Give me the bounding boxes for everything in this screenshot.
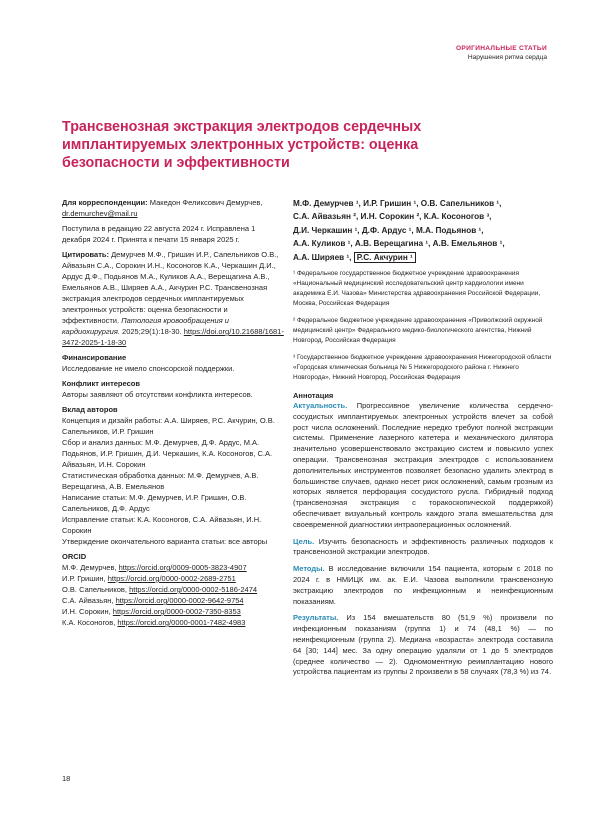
- citation-doi-link[interactable]: https://doi.org/10.21688/1681-3472-2025-1-18-30: [62, 327, 284, 347]
- abstract-aim: [293, 537, 553, 559]
- results-label: Результаты.: [293, 613, 339, 623]
- citation: [62, 249, 284, 348]
- orcid-entry: [62, 617, 284, 628]
- correspondence-label: Для корреспонденции:: [62, 198, 148, 207]
- orcid-entry: [62, 584, 284, 595]
- abstract-heading: Аннотация: [293, 391, 334, 401]
- affiliation: ³ Государственное бюджетное учреждение здравоохранения Нижегородской области «Городская клиническая больница № 5 Нижегородского района г. Нижнего Новгорода», Нижний Новгород, Российская Федерация: [293, 354, 552, 382]
- abstract-results: [293, 613, 553, 678]
- correspondence-email[interactable]: dr.demurchev@mail.ru: [62, 209, 138, 218]
- funding-text: Исследование не имело спонсорской поддержки.: [62, 364, 235, 373]
- contribution-line: Концепция и дизайн работы: А.А. Ширяев, Р.С. Акчурин, О.В. Сапельников, И.Р. Гришин: [62, 416, 275, 436]
- orcid-link[interactable]: https://orcid.org/0000-0002-5186-2474: [129, 585, 258, 594]
- correspondence: [62, 197, 284, 219]
- aim-text: Изучить безопасность и эффективность различных подходов к трансвенозной экстракции электродов.: [293, 536, 553, 557]
- section-subtitle: Нарушения ритма сердца: [467, 54, 547, 61]
- aim-label: Цель.: [293, 536, 315, 546]
- contribution-line: Утверждение окончательного варианта статьи: все авторы: [62, 537, 268, 546]
- author-line: Д.И. Черкашин ¹, Д.Ф. Ардус ¹, М.А. Подьянов ¹,: [293, 225, 484, 235]
- author-line: [293, 251, 553, 264]
- section-title: ОРИГИНАЛЬНЫЕ СТАТЬИ: [455, 45, 547, 52]
- relevance-label: Актуальность.: [293, 401, 348, 411]
- citation-label: Цитировать:: [62, 250, 109, 259]
- methods-text: В исследование включили 154 пациента, которым с 2018 по 2024 г. в НМИЦК им. ак. Е.И. Чазова выполнили трансвенозную экстракцию электродов по инфекционным и неинфекционным показаниям.: [293, 564, 553, 606]
- conflict-of-interest: [62, 378, 284, 400]
- citation-journal: Патология кровообращения и кардиохирургия.: [62, 316, 229, 336]
- orcid-author: И.Н. Сорокин,: [62, 607, 111, 616]
- orcid-author: С.А. Айвазьян,: [62, 596, 114, 605]
- orcid-link[interactable]: https://orcid.org/0009-0005-3823-4907: [118, 563, 247, 572]
- orcid-list: [62, 551, 284, 628]
- article-title: Трансвенозная экстракция электродов сердечных имплантируемых электронных устройств: оценка безопасности и эффективности: [62, 119, 422, 171]
- orcid-author: О.В. Сапельников,: [62, 585, 127, 594]
- affiliation: ² Федеральное бюджетное учреждение здравоохранения «Приволжский окружной медицинский центр» Федерального медико-биологического агентства, Нижний Новгород, Российская Федерация: [293, 317, 543, 345]
- orcid-link[interactable]: https://orcid.org/0000-0002-7350-8353: [112, 607, 241, 616]
- orcid-heading: ORCID: [62, 552, 87, 561]
- abstract-methods: [293, 564, 553, 607]
- orcid-link[interactable]: https://orcid.org/0000-0002-9642-9754: [115, 596, 244, 605]
- orcid-entry: [62, 562, 284, 573]
- orcid-author: К.А. Косоногов,: [62, 618, 116, 627]
- author-line: А.А. Куликов ¹, А.В. Верещагина ¹, А.В. Емельянов ¹,: [293, 239, 505, 249]
- contribution-line: Исправление статьи: К.А. Косоногов, С.А. Айвазьян, И.Н. Сорокин: [62, 515, 262, 535]
- citation-volume: 2025;29(1):18-30.: [122, 327, 182, 336]
- correspondence-name: Македон Феликсович Демурчев,: [149, 198, 263, 207]
- orcid-entry: [62, 595, 284, 606]
- orcid-entry: [62, 573, 284, 584]
- dates: Поступила в редакцию 22 августа 2024 г. Исправлена 1 декабря 2024 г. Принята к печати 15 января 2025 г.: [62, 224, 256, 244]
- author-line: С.А. Айвазьян ², И.Н. Сорокин ², К.А. Косоногов ³,: [293, 212, 492, 222]
- contribution-line: Статистическая обработка данных: М.Ф. Демурчев, А.В. Верещагина, А.В. Емельянов: [62, 471, 259, 491]
- conflict-heading: Конфликт интересов: [62, 379, 140, 388]
- author-list: [293, 197, 553, 264]
- orcid-author: М.Ф. Демурчев,: [62, 563, 117, 572]
- contribution-line: Сбор и анализ данных: М.Ф. Демурчев, Д.Ф. Ардус, М.А. Подьянов, И.Р. Гришин, Д.И. Черкашин, К.А. Косоногов, С.А. Айвазьян, И.Н. Сорокин: [62, 438, 273, 469]
- orcid-link[interactable]: https://orcid.org/0000-0001-7482-4983: [117, 618, 246, 627]
- article-info-column: [62, 197, 284, 632]
- author-contribution: [62, 404, 284, 547]
- author-line: М.Ф. Демурчев ¹, И.Р. Гришин ¹, О.В. Сапельников ¹,: [293, 199, 502, 208]
- article-main-column: [293, 197, 553, 684]
- funding-heading: Финансирование: [62, 353, 127, 362]
- page-number: 18: [62, 774, 71, 783]
- orcid-link[interactable]: https://orcid.org/0000-0002-2689-2751: [107, 574, 236, 583]
- conflict-text: Авторы заявляют об отсутствии конфликта интересов.: [62, 390, 253, 399]
- contribution-line: Написание статьи: М.Ф. Демурчев, И.Р. Гришин, О.В. Сапельников, Д.Ф. Ардус: [62, 493, 247, 513]
- methods-label: Методы.: [293, 564, 325, 574]
- affiliation: ¹ Федеральное государственное бюджетное учреждение здравоохранения «Национальный медицинский исследовательский центр кардиологии имени академика Е.И. Чазова» Министерства здравоохранения Российской Федерации, Москва, Российская Федерация: [293, 270, 541, 308]
- results-text: Из 154 вмешательств 80 (51,9 %) произвели по инфекционным показаниям (группа 1) и 74 (48,1 %) — по неинфекционным (группа 2). Медиана «возраста» электрода составила 64 [30; 144] мес. За одну операцию удаляли от 1 до 5 электродов (среднее количество — 2). Одномоментную реимплантацию нового устройства пациентам из группы 2 произвели в 58 случаях (78,3 %) из 74.: [293, 613, 553, 677]
- funding: [62, 352, 284, 374]
- corresponding-author: Р.С. Акчурин ¹: [354, 252, 416, 263]
- author-line-5: А.А. Ширяев ¹,: [293, 252, 352, 262]
- section-header: [456, 44, 547, 63]
- citation-text: Демурчев М.Ф., Гришин И.Р., Сапельников О.В., Айвазьян С.А., Сорокин И.Н., Косоногов К.А., Черкашин Д.И., Ардус Д.Ф., Подьянов М.А., Куликов А.А., Верещагина А.В., Емельянов А.В., Ширяев А.А., Акчурин Р.С. Трансвенозная экстракция электродов сердечных имплантируемых электронных устройств: оценка безопасности и эффективности.: [62, 250, 279, 325]
- orcid-author: И.Р. Гришин,: [62, 574, 106, 583]
- abstract-relevance: [293, 401, 553, 531]
- relevance-text: Прогрессивное увеличение количества сердечно-сосудистых имплантируемых электронных устройств влечет за собой рост числа осложнений. Последние нередко требуют полной экстракции системы. Применение лазерного катетера и механического дилятора значительно усовершенствовало экстракцию систем и повысило успех операции. Трансвенозная экстракция электродов с использованием дополнительных инструментов позволяет безопасно удалить электрод в большинстве случаев, однако несет риск осложнений, самым грозным из которых является перфорация сосудистого русла. Гибридный подход (трансвенозная экстракция с торакоскопической поддержкой) обеспечивает визуальный контроль каждого этапа вмешательства для своевременной диагностики интраоперационных осложнений.: [293, 401, 553, 529]
- contribution-heading: Вклад авторов: [62, 405, 118, 414]
- orcid-entry: [62, 606, 284, 617]
